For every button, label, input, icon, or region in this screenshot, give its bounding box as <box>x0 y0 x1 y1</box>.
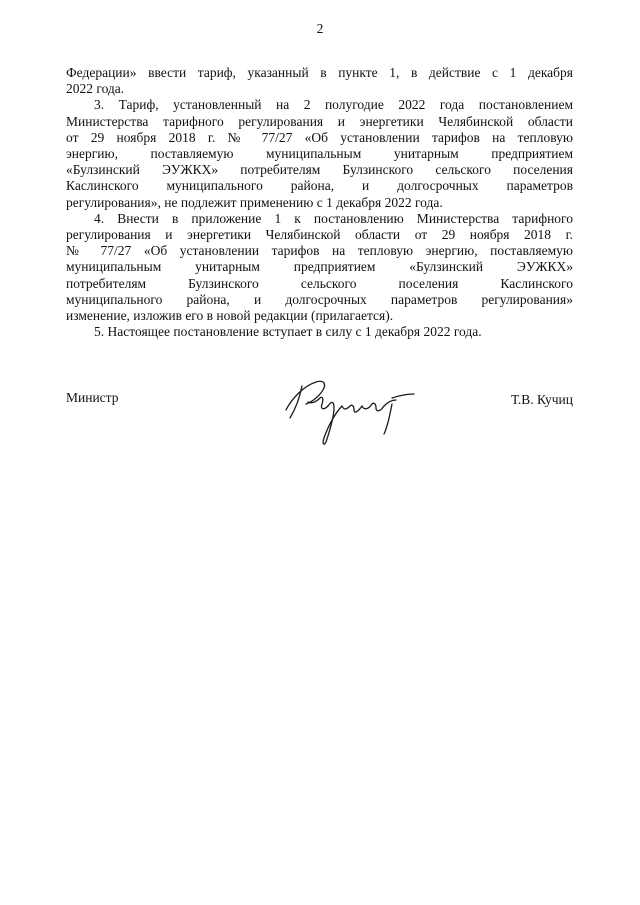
text-line: «Булзинский ЭУЖКХ» потребителям Булзинского сельского поселения <box>66 162 573 178</box>
text-line: 2022 года. <box>66 81 125 97</box>
paragraph-2-continuation <box>66 65 573 97</box>
text-line: 4. Внести в приложение 1 к постановлению Министерства тарифного <box>94 210 573 226</box>
text-line: регулирования и энергетики Челябинской области от 29 ноября 2018 г. <box>66 227 573 243</box>
text-line: Министерства тарифного регулирования и энергетики Челябинской области <box>66 113 573 129</box>
text-line: муниципальным унитарным предприятием «Булзинский ЭУЖКХ» <box>66 259 573 275</box>
paragraph-5 <box>66 324 573 340</box>
text-line: муниципального района, и долгосрочных параметров регулирования» <box>66 291 573 307</box>
text-line: регулирования», не подлежит применению с 1 декабря 2022 года. <box>66 194 443 210</box>
text-line: Каслинского муниципального района, и долгосрочных параметров <box>66 178 573 194</box>
signer-position: Министр <box>66 390 119 405</box>
text-line: 3. Тариф, установленный на 2 полугодие 2022 года постановлением <box>94 97 573 113</box>
text-line: изменение, изложив его в новой редакции (прилагается). <box>66 308 394 324</box>
page-number: 2 <box>316 21 324 36</box>
text-line: Федерации» ввести тариф, указанный в пункте 1, в действие с 1 декабря <box>66 65 573 80</box>
signer-name: Т.В. Кучиц <box>510 392 573 407</box>
text-line: энергию, поставляемую муниципальным унитарным предприятием <box>66 146 573 162</box>
text-line: потребителям Булзинского сельского поселения Каслинского <box>66 275 573 291</box>
paragraph-4 <box>66 211 573 324</box>
handwritten-signature <box>272 372 432 450</box>
signature-block <box>66 372 573 452</box>
text-line: 5. Настоящее постановление вступает в силу с 1 декабря 2022 года. <box>94 324 482 340</box>
document-body <box>66 65 573 340</box>
paragraph-3 <box>66 97 573 210</box>
text-line: от 29 ноября 2018 г. № 77/27 «Об установлении тарифов на тепловую <box>66 129 573 145</box>
text-line: № 77/27 «Об установлении тарифов на тепловую энергию, поставляемую <box>66 243 573 259</box>
